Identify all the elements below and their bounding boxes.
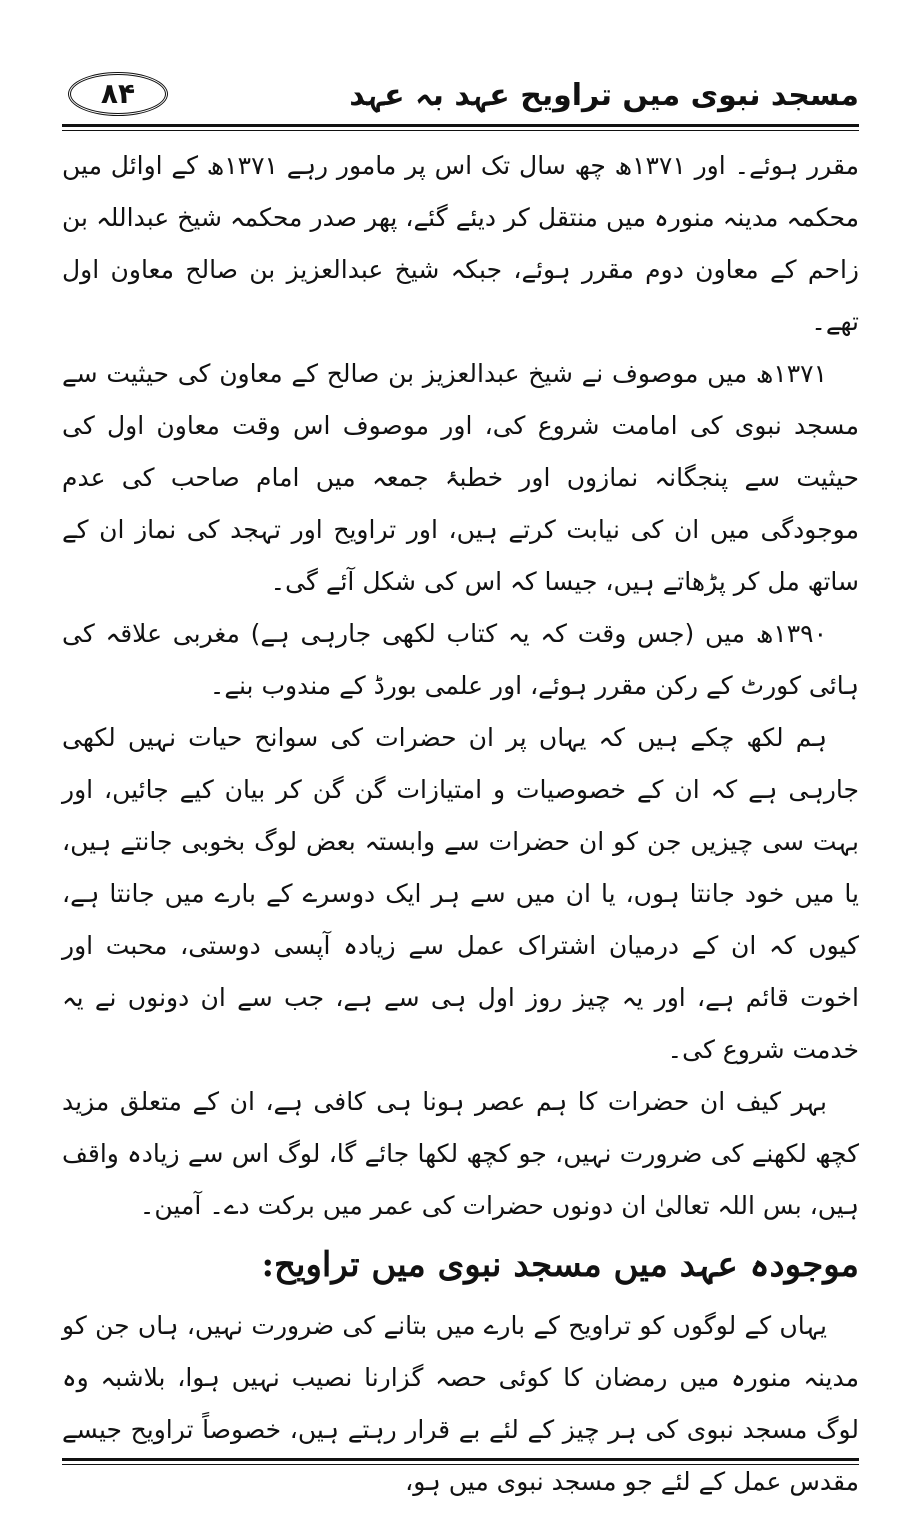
paragraph-6: یہاں کے لوگوں کو تراویح کے بارے میں بتانے کی ضرورت نہیں، ہاں جن کو مدینہ منورہ میں رمضان کا کوئی حصہ گزارنا نصیب نہیں ہوا، بلاشبہ وہ لوگ مسجد نبوی کی ہر چیز کے لئے بے قرار رہتے ہیں، خصوصاً تراویح جیسے مقدس عمل کے لئے جو مسجد نبوی میں ہو، xyxy=(62,1311,859,1496)
section-heading: موجودہ عہد میں مسجد نبوی میں تراویح: xyxy=(261,1245,859,1285)
page-number-badge: ۸۴ xyxy=(68,72,168,116)
body-text xyxy=(62,140,859,1508)
footer-rule xyxy=(62,1458,859,1465)
paragraph-3: ۱۳۹۰ھ میں (جس وقت کہ یہ کتاب لکھی جارہی ہے) مغربی علاقہ کی ہائی کورٹ کے رکن مقرر ہوئے، اور علمی بورڈ کے مندوب بنے۔ xyxy=(62,619,859,700)
paragraph-2: ۱۳۷۱ھ میں موصوف نے شیخ عبدالعزیز بن صالح کے معاون کی حیثیت سے مسجد نبوی کی امامت شروع کی، اور موصوف اس وقت معاون اول کی حیثیت سے پنجگانہ نمازوں اور خطبۂ جمعہ میں امام صاحب کی عدم موجودگی میں ان کی نیابت کرتے ہیں، اور تراویح اور تہجد کی نماز ان کے ساتھ مل کر پڑھاتے ہیں، جیسا کہ اس کی شکل آئے گی۔ xyxy=(62,359,859,596)
page-header xyxy=(62,72,859,122)
header-rule xyxy=(62,124,859,131)
paragraph-4: ہم لکھ چکے ہیں کہ یہاں پر ان حضرات کی سوانح حیات نہیں لکھی جارہی ہے کہ ان کے خصوصیات و امتیازات گن گن کر بیان کیے جائیں، اور بہت سی چیزیں جن کو ان حضرات سے وابستہ بعض لوگ بخوبی جانتے ہیں، یا میں خود جانتا ہوں، یا ان میں سے ہر ایک دوسرے کے بارے میں جانتا ہے، کیوں کہ ان کے درمیان اشتراک عمل سے زیادہ آپسی دوستی، محبت اور اخوت قائم ہے، اور یہ چیز روز اول ہی سے ہے، جب سے ان دونوں نے یہ خدمت شروع کی۔ xyxy=(62,723,859,1064)
paragraph-1: مقرر ہوئے۔ اور ۱۳۷۱ھ چھ سال تک اس پر مامور رہے ۱۳۷۱ھ کے اوائل میں محکمہ مدینہ منورہ میں منتقل کر دیئے گئے، پھر صدر محکمہ شیخ عبداللہ بن زاحم کے معاون دوم مقرر ہوئے، جبکہ شیخ عبدالعزیز بن صالح معاون اول تھے۔ xyxy=(62,151,860,336)
running-title: مسجد نبوی میں تراویح عہد بہ عہد xyxy=(349,78,859,113)
paragraph-5: بہر کیف ان حضرات کا ہم عصر ہونا ہی کافی ہے، ان کے متعلق مزید کچھ لکھنے کی ضرورت نہیں، جو کچھ لکھا جائے گا، لوگ اس سے زیادہ واقف ہیں، بس اللہ تعالیٰ ان دونوں حضرات کی عمر میں برکت دے۔ آمین۔ xyxy=(62,1087,859,1220)
